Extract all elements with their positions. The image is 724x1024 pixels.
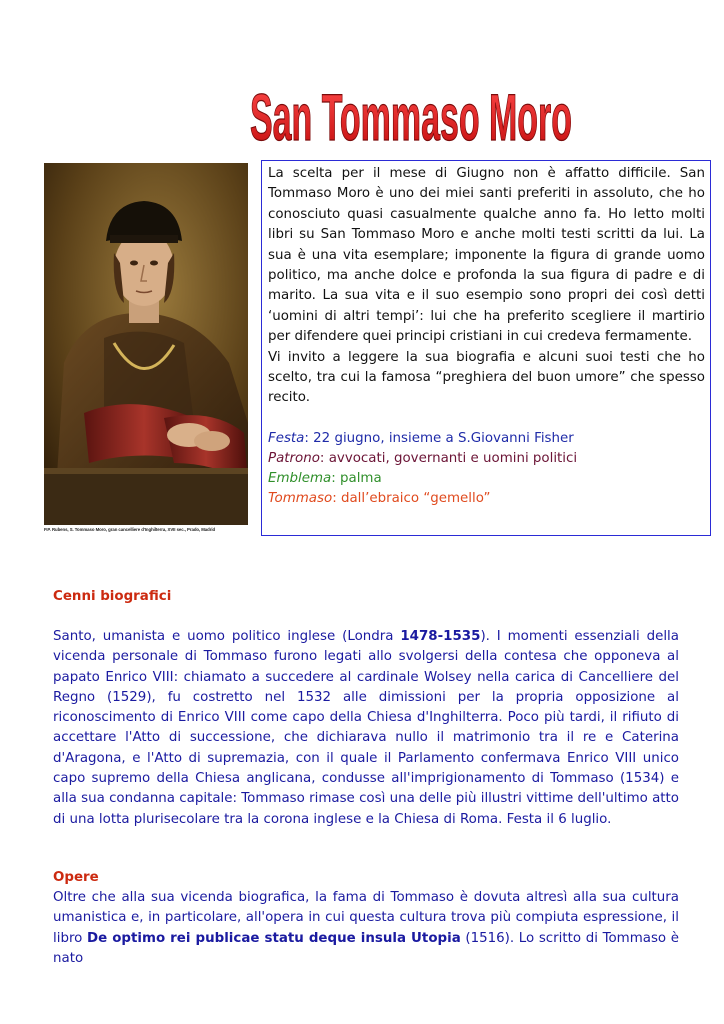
bio-text-rest: ). I momenti essenziali della vicenda personale di Tommaso furono legati allo svolgersi della contesa che opponeva al papato Enrico VIII: chiamato a succedere al cardinale Wolsey nella carica di Cancelliere del Regno (1529), fu costretto nel 1532 alle dimissioni per la propria opposizione al riconoscimento di Enrico VIII come capo della Chiesa d'Inghilterra. Poco più tardi, il rifiuto di accettare l'Atto di successione, che dichiarava nullo il matrimonio tra il re e Caterina d'Aragona, e l'Atto di supremazia, con il quale il Parlamento confermava Enrico VIII unico capo supremo della Chiesa anglicana, condusse all'imprigionamento di Tommaso (1534) e alla sua condanna capitale: Tommaso rimase così una delle più illustri vittime dell'ultimo atto di una lotta plurisecolare tra la corona inglese e la Chiesa di Roma. Festa il 6 luglio. xyxy=(53,629,679,827)
intro-box xyxy=(261,160,711,536)
portrait-painting xyxy=(44,163,248,525)
fact-tommaso-value: : dall’ebraico “gemello” xyxy=(332,491,491,507)
fact-patrono-label: Patrono xyxy=(268,451,320,467)
intro-paragraph-invitation: Vi invito a leggere la sua biografia e alcuni suoi testi che ho scelto, tra cui la famosa “preghiera del buon umore” che spesso recito. xyxy=(268,349,705,406)
bio-text-start: Santo, umanista e uomo politico inglese (Londra xyxy=(53,629,401,644)
fact-patrono xyxy=(268,449,705,469)
fact-emblema-value: : palma xyxy=(331,471,382,487)
page-title-text: San Tommaso Moro xyxy=(250,80,572,152)
opere-text-start: Oltre che alla sua vicenda biografica, la fama di Tommaso è dovuta altresì alla sua cultura umanistica e, in particolare, all'opera in cui questa cultura trova più compiuta espressione, il libro xyxy=(53,890,679,946)
fact-tommaso-label: Tommaso xyxy=(268,491,333,507)
fact-festa xyxy=(268,429,705,449)
fact-festa-label: Festa xyxy=(268,430,305,446)
opere-book-title: De optimo rei publicae statu deque insula Utopia xyxy=(86,930,461,946)
opere-paragraph xyxy=(53,888,679,969)
fact-tommaso xyxy=(268,489,705,509)
bio-paragraph xyxy=(53,627,679,830)
intro-paragraph: La scelta per il mese di Giugno non è affatto difficile. San Tommaso Moro è uno dei miei santi preferiti in assoluto, che ho conosciuto quasi casualmente qualche anno fa. Ho letto molti libri su San Tommaso Moro e anche molti testi scritti da lui. La sua è una vita esemplare; imponente la figura di grande uomo politico, ma anche dolce e profonda la sua figura di padre e di marito. La sua vita e il suo esempio sono propri dei così detti ‘uomini di altri tempi’: lui che ha preferito scegliere il martirio per difendere quei principi cristiani in cui credeva fermamente. xyxy=(268,166,705,345)
fact-emblema xyxy=(268,469,705,489)
fact-patrono-value: : avvocati, governanti e uomini politici xyxy=(319,451,578,467)
saint-facts xyxy=(268,429,705,510)
opere-heading: Opere xyxy=(53,870,99,885)
opere-text-rest: (1516). Lo scritto di Tommaso è nato xyxy=(53,930,679,966)
portrait-caption: P.P. Rubens, S. Tommaso Moro, gran cancelliere d'Inghilterra, XVII sec., Prado, Madrid xyxy=(44,527,216,532)
bio-years: 1478-1535 xyxy=(400,629,481,644)
page-title xyxy=(246,80,576,152)
fact-emblema-label: Emblema xyxy=(268,471,332,487)
fact-festa-value: : 22 giugno, insieme a S.Giovanni Fisher xyxy=(304,430,574,446)
bio-heading: Cenni biografici xyxy=(53,589,172,604)
